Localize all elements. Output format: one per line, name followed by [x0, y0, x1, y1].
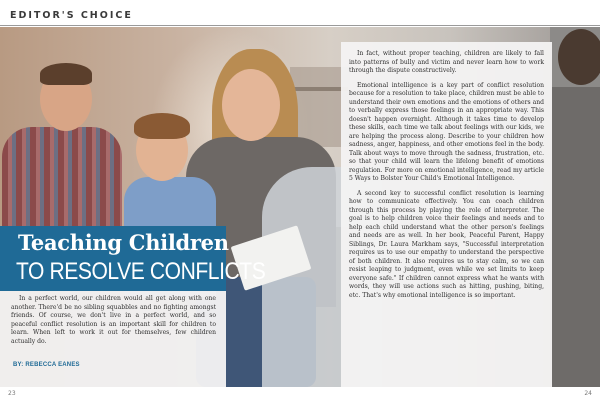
- article-title: Teaching Children: [18, 230, 229, 255]
- article-body-panel: [341, 42, 552, 387]
- article-subtitle: TO RESOLVE CONFLICTS: [16, 258, 266, 285]
- byline: BY: REBECCA EANES: [13, 362, 80, 368]
- page-header: [0, 0, 600, 27]
- article-paragraph: A second key to successful conflict resolution is learning how to communicate effectively. You can coach children through this process by playing the role of interpreter. The goal is to help children voice their feelings and needs and to help each child understand what the other person's feelings and needs are as well. In her book, Peaceful Parent, Happy Siblings, Dr. Laura Markham says, "Successful interpretation requires us to use our empathy to understand the perspective of both children. It also requires us to stay calm, so we can resist leaping to judgment, even while we set limits to keep everyone safe." If children cannot express what he wants with words, they will use actions such as hitting, pushing, biting, etc. That's why emotional intelligence is so important.: [349, 189, 544, 299]
- article-paragraph: Emotional intelligence is a key part of conflict resolution because for a resolution to take place, children must be able to understand their own emotions and the emotions of others and to verbally express those feelings in an appropriate way. This doesn't happen overnight. Although it takes time to develop these skills, each time we talk about feelings with our kids, we are helping the process along. Describe to your children how sadness, anger, happiness, and other emotions feel in the body. Talk about ways to move through the sadness, frustration, etc. so that your child will learn the lifelong benefit of emotions regulation. For more on emotional intelligence, read my article 5 Ways to Bolster Your Child's Emotional Intelligence.: [349, 81, 544, 182]
- article-paragraph: In fact, without proper teaching, children are likely to fall into patterns of bully and victim and never learn how to work through the dispute constructively.: [349, 50, 544, 74]
- header-divider: [0, 25, 600, 26]
- article-intro: In a perfect world, our children would all get along with one another. There'd be no sibling squabbles and no fighting amongst friends. Of course, we don't live in a perfect world, and so peaceful conflict resolution is an important skill for children to learn. When left to work it out for themselves, few children actually do.: [11, 295, 216, 345]
- page-number-left: 23: [8, 390, 16, 397]
- page-number-right: 24: [584, 390, 592, 397]
- section-label: EDITOR'S CHOICE: [10, 10, 133, 21]
